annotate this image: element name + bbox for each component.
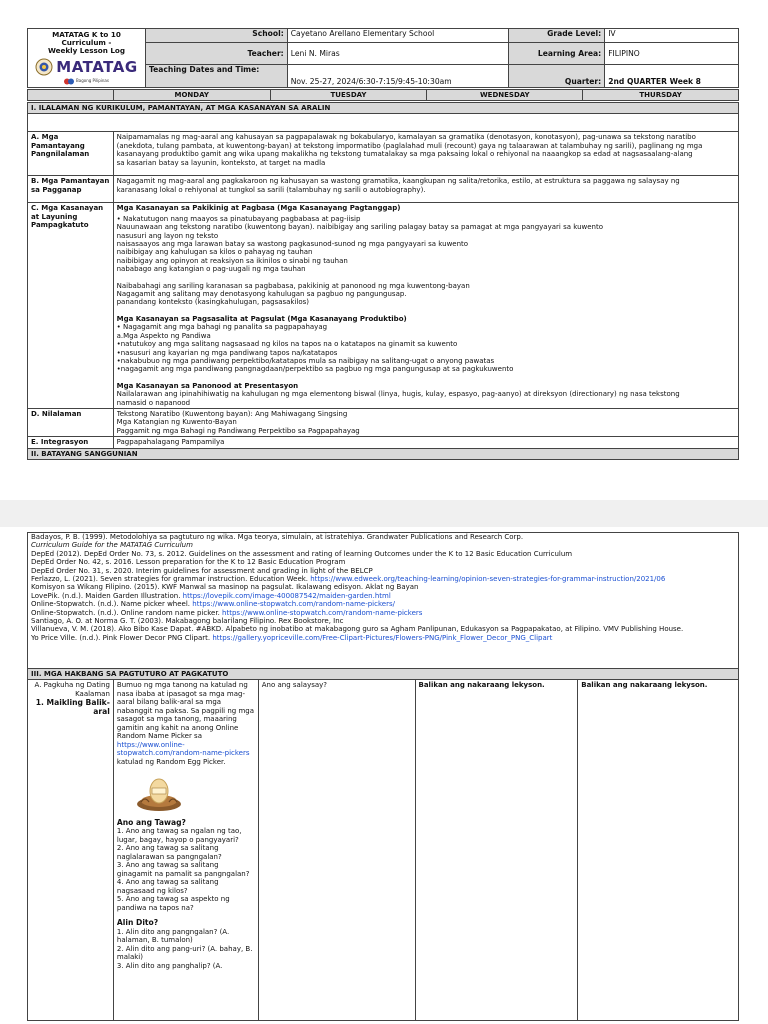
reference-item: Curriculum Guide for the MATATAG Curriculum — [31, 541, 193, 550]
grade-label: Grade Level: — [509, 29, 605, 43]
section1-title: I. ILALAMAN NG KURIKULUM, PAMANTAYAN, AT MGA KASANAYAN SA ARALIN — [28, 103, 739, 114]
row-label-a: A. Mga Pamantayang Pangnilalaman — [28, 132, 114, 176]
reference-item: Online-Stopwatch. (n.d.). Online random name picker. https://www.online-stopwatch.com/random-name-pickers — [31, 608, 423, 617]
teacher-label: Teacher: — [145, 43, 287, 65]
row-e-content: Pagpapahalagang Pampamilya — [113, 437, 738, 448]
procedure-row-label: A. Pagkuha ng Dating Kaalaman 1. Maikling Balik-aral — [28, 680, 114, 1021]
day-thursday: THURSDAY — [583, 90, 739, 101]
monday-procedure: Bumuo ng mga tanong na katulad ng nasa ibaba at ipasagot sa mga mag-aaral bilang balik-aral sa mga nabanggit na paksa. Sa pagpili ng mga sasagot sa mga tanong, maaaring gamitin ang kahit na anong Online Random Name Picker sa https://www.online-stopwatch.com/random-name-pickers katulad ng Random Egg Picker. Ano ang Tawag? 1. Ano ang tawag sa ngalan ng tao, lugar, bagay, hayop o pangyayari? 2. Ano ang tawag sa salitang naglalarawan sa pangngalan? 3. Ano ang tawag sa salitang ginagamit na pamalit sa pangngalan? 4. Ano ang tawag sa salitang nagsasaad ng kilos? 5. Ano ang tawag sa aspekto ng pandiwa na tapos na? Alin Dito? 1. Alin dito ang pangngalan? (A. halaman, B. tumalon) 2. Alin dito ang pang-uri? (A. bahay, B. malaki) 3. Alin dito ang panghalip? (A. — [113, 680, 258, 1021]
reference-link[interactable]: https://www.online-stopwatch.com/random-name-pickers/ — [192, 600, 395, 609]
tuesday-procedure: Ano ang salaysay? — [258, 680, 415, 1021]
reference-link[interactable]: https://www.edweek.org/teaching-learning/opinion-seven-strategies-for-grammar-instruction/2021/06 — [310, 575, 666, 584]
quarter-label: Quarter: — [509, 65, 605, 88]
matatag-title: MATATAG K to 10 Curriculum - Weekly Lesson Log — [47, 31, 126, 55]
reference-item: LovePik. (n.d.). Maiden Garden Illustration. https://lovepik.com/image-400087542/maiden-garden.html — [31, 591, 391, 600]
random-name-picker-link[interactable]: https://www.online-stopwatch.com/random-name-pickers — [116, 740, 250, 758]
reference-link[interactable]: https://gallery.yopriceville.com/Free-Clipart-Pictures/Flowers-PNG/Pink_Flower_Decor_PNG_Clipart — [212, 633, 553, 642]
reference-item: DepEd Order No. 42, s. 2016. Lesson preparation for the K to 12 Basic Education Program — [31, 558, 346, 567]
q1-title: Ano ang Tawag? — [116, 818, 186, 827]
reference-item: Online-Stopwatch. (n.d.). Name picker wheel. https://www.online-stopwatch.com/random-name-pickers/ — [31, 600, 395, 609]
row-label-e: E. Integrasyon — [28, 437, 114, 448]
day-tuesday: TUESDAY — [270, 90, 427, 101]
section3-title: III. MGA HAKBANG SA PAGTUTURO AT PAGKATUTO — [28, 669, 739, 680]
references-list — [28, 533, 739, 671]
dates-label: Teaching Dates and Time: — [145, 65, 287, 88]
row-label-c: C. Mga Kasanayan at Layuning Pampagkatuto — [28, 203, 114, 409]
row-label-d: D. Nilalaman — [28, 408, 114, 436]
deped-seal-icon — [35, 58, 53, 76]
school-label: School: — [145, 29, 287, 43]
reference-item: DepEd (2012). DepEd Order No. 73, s. 2012. Guidelines on the assessment and rating of learning Outcomes under the K to 12 Basic Education Curriculum — [31, 549, 573, 558]
area-value: FILIPINO — [605, 43, 739, 65]
reference-item: Komisyon sa Wikang Filipino. (2015). KWF Manwal sa masinop na pagsulat. Ikalawang edisyon. Aklat ng Bayan — [31, 583, 419, 592]
quarter-value: 2nd QUARTER Week 8 — [605, 65, 739, 88]
section2-title: II. BATAYANG SANGGUNIAN — [28, 448, 739, 459]
c-heading-3: Mga Kasanayan sa Panonood at Presentasyon — [116, 381, 299, 390]
lesson-log-page-2 — [0, 527, 768, 1024]
reference-item: Yo Price Ville. (n.d.). Pink Flower Decor PNG Clipart. https://gallery.yopriceville.com/Free-Clipart-Pictures/Flowers-PNG/Pink_Flower_Decor_PNG_Clipart — [31, 633, 553, 642]
logo-tagline: Bagong Pilipinas — [76, 78, 109, 83]
reference-item: Santiago, A. O. at Norma G. T. (2003). Makabagong balarilang Filipino. Rex Bookstore, Inc — [31, 617, 344, 626]
reference-item: DepEd Order No. 31, s. 2020. Interim guidelines for assessment and grading in light of the BELCP — [31, 566, 373, 575]
day-wednesday: WEDNESDAY — [427, 90, 583, 101]
thursday-procedure: Balikan ang nakaraang lekyson. — [578, 680, 739, 1021]
wednesday-procedure: Balikan ang nakaraang lekyson. — [415, 680, 578, 1021]
row-b-content: Nagagamit ng mag-aaral ang pagkakaroon ng kahusayan sa wastong gramatika, kaangkupan ng salita/retorika, estilo, at estruktura sa paggawa ng salaysay ng karanasang lokal o rehiyonal at tungkol sa sarili (talambuhay ng sarili o autobiography). — [113, 176, 738, 203]
page-gap — [0, 500, 768, 527]
q2-title: Alin Dito? — [116, 919, 159, 928]
school-value: Cayetano Arellano Elementary School — [287, 29, 509, 43]
dates-value: Nov. 25-27, 2024/6:30-7:15/9:45-10:30am — [287, 65, 509, 88]
day-monday: MONDAY — [113, 90, 270, 101]
area-label: Learning Area: — [509, 43, 605, 65]
c-heading-1: Mga Kasanayan sa Pakikinig at Pagbasa (Mga Kasanayang Pagtanggap) — [116, 204, 401, 213]
egg-nest-illustration-icon — [135, 774, 183, 812]
reference-item: Badayos, P. B. (1999). Metodolohiya sa pagtuturo ng wika. Mga teorya, simulain, at istratehiya. Grandwater Publications and Research Corp. — [31, 533, 524, 541]
row-c-content: Mga Kasanayan sa Pakikinig at Pagbasa (Mga Kasanayang Pagtanggap) • Nakatutugon nang maayos sa pinatubayang pagbabasa at pag-iisip Nauunawaan ang tekstong naratibo (kuwentong bayan). naibibigay ang sariling palagay batay sa pamagat at mga pangyayari sa kuwento nasusuri ang layon ng teksto naisasaayos ang mga larawan batay sa wastong pagkasunod-sunod ng mga pangyayari sa kuwento naibibigay ang kahulugan sa kilos o pahayag ng tauhan naibibigay ang opinyon at reaksiyon sa ikinilos o sinabi ng tauhan nababago ang katangian o pag-uugali ng mga tauhan Naibabahagi ang sariling karanasan sa pagbabasa, pakikinig at panonood ng mga kuwentong-bayan Nagagamit ang salitang may denotasyong kahulugan sa pagbuo ng pangungusap. panandang konteksto (kasingkahulugan, pagsasakilos) Mga Kasanayan sa Pagsasalita at Pagsulat (Mga Kasanayang Produktibo) • Nagagamit ang mga bahagi ng panalita sa pagpapahayag a.Mga Aspekto ng Pandiwa •natutukoy ang mga salitang nagsasaad ng kilos na tapos na o katatapos na ginamit sa kuwento •nasusuri ang kayarian ng mga pandiwang tapos na/katatapos •nakabubuo ng mga pandiwang perpektibo/katatapos mula sa naibigay na salitang-ugat o anyong pawatas •nagagamit ang mga pandiwang pangnagdaan/perpektibo sa pagbuo ng mga pangungusap at sa pagkukuwento Mga Kasanayan sa Panonood at Presentasyon Nailalarawan ang ipinahihiwatig na kahulugan ng mga elementong biswal (linya, hugis, kulay, espasyo, pag-aanyo) at direksyon (directionary) ng nasa tekstong namasid o napanood — [113, 203, 738, 409]
references-table — [27, 532, 739, 671]
reference-item: Ferlazzo, L. (2021). Seven strategies for grammar instruction. Education Week. https://www.edweek.org/teaching-learning/opinion-seven-strategies-for-grammar-instruction/2021/06 — [31, 575, 666, 584]
row-label-b: B. Mga Pamantayan sa Pagganap — [28, 176, 114, 203]
days-table — [27, 89, 739, 101]
grade-value: IV — [605, 29, 739, 43]
teacher-value: Leni N. Miras — [287, 43, 509, 65]
lesson-log-page-1 — [0, 0, 768, 500]
reference-link[interactable]: https://lovepik.com/image-400087542/maiden-garden.html — [182, 591, 391, 600]
header-table — [27, 28, 739, 88]
matatag-logo: MATATAG — [56, 57, 138, 76]
row-d-content: Tekstong Naratibo (Kuwentong bayan): Ang Mahiwagang Singsing Mga Katangian ng Kuwento-Bayan Paggamit ng mga Bahagi ng Pandiwang Perpektibo sa Pagpapahayag — [113, 408, 738, 436]
procedure-table — [27, 668, 739, 1021]
reference-item: Villanueva, V. M. (2018). Ako Bibo Kase Dapat. #ABKD. Alpabeto ng inobatibo at makabagong guro sa Agham Panlipunan, Edukasyon sa Pagpapakatao, at Filipino. VMV Publishing House. — [31, 625, 684, 634]
curriculum-table — [27, 102, 739, 460]
c-heading-2: Mga Kasanayan sa Pagsasalita at Pagsulat (Mga Kasanayang Produktibo) — [116, 314, 407, 323]
reference-link[interactable]: https://www.online-stopwatch.com/random-name-pickers — [222, 608, 423, 617]
logo-cell — [28, 29, 146, 88]
row-a-content: Naipamamalas ng mag-aaral ang kahusayan sa pagpapalawak ng bokabularyo, kamalayan sa gramatika (denotasyon, konotasyon), pag-unawa sa tekstong naratibo (anekdota, tulang pambata, at kuwentong-bayan) at tekstong impormatibo (paglalahad muli (recount) gaya ng talaarawan at talambuhay ng sarili), paglinang ng mga kasanayang produktibo gamit ang wika upang makalikha ng tekstong tumatalakay sa mga paksaing lokal o rehiyonal na naaangkop sa edad at nagsasaalang-alang sa kasarian batay sa layunin, konteksto, at target na madla — [113, 132, 738, 176]
bagong-pilipinas-logo-icon — [64, 78, 74, 85]
